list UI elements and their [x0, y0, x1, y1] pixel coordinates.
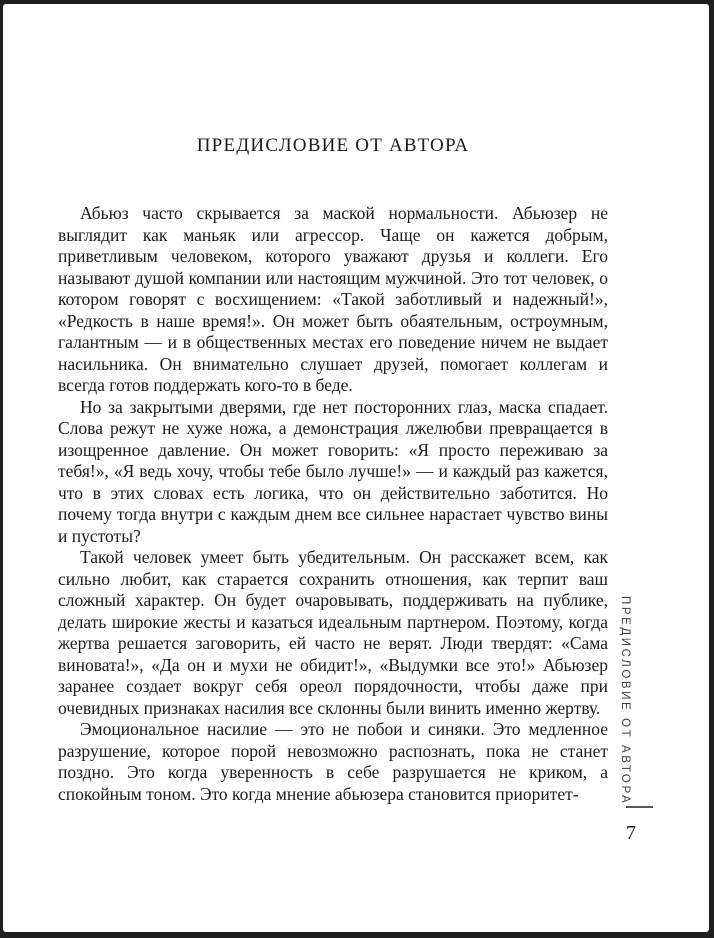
margin-chapter-label-vertical: ПРЕДИСЛОВИЕ ОТ АВТОРА [619, 596, 631, 806]
body-text [58, 203, 608, 805]
paragraph: Такой человек умеет быть убедительным. Он расскажет всем, как сильно любит, как старается сохранить отношения, как терпит ваш сложный характер. Он будет очаровывать, поддерживать на публике, делать широкие жесты и казаться идеальным партнером. Поэтому, когда жертва решается заговорить, ей часто не верят. Люди твердят: «Сама виновата!», «Да он и мухи не обидит!», «Выдумки все это!» Абьюзер заранее создает вокруг себя ореол порядочности, чтобы даже при очевидных признаках насилия все склонны были винить именно жертву. [58, 547, 608, 718]
page [3, 4, 709, 932]
paragraph: Но за закрытыми дверями, где нет посторонних глаз, маска спадает. Слова режут не хуже ножа, а демонстрация лжелюбви превращается в изощренное давление. Он может говорить: «Я просто переживаю за тебя!», «Я ведь хочу, чтобы тебе было лучше!» — и каждый раз кажется, что в этих словах есть логика, что он действительно заботится. Но почему тогда внутри с каждым днем все сильнее нарастает чувство вины и пустоты? [58, 396, 608, 546]
margin-rule [626, 806, 653, 808]
paragraph: Эмоциональное насилие — это не побои и синяки. Это медленное разрушение, которое порой невозможно распознать, пока не станет поздно. Это когда уверенность в себе разрушается не криком, а спокойным тоном. Это когда мнение абьюзера становится приоритет- [58, 719, 608, 804]
page-number: 7 [626, 822, 636, 844]
chapter-title: ПРЕДИСЛОВИЕ ОТ АВТОРА [196, 134, 470, 156]
paragraph: Абьюз часто скрывается за маской нормальности. Абьюзер не выглядит как маньяк или агрессор. Чаще он кажется добрым, приветливым человеком, которого уважают друзья и коллеги. Его называют душой компании или настоящим мужчиной. Это тот человек, о котором говорят с восхищением: «Такой заботливый и надежный!», «Редкость в наше время!». Он может быть обаятельным, остроумным, галантным — и в общественных местах его поведение ничем не выдает насильника. Он внимательно слушает друзей, помогает коллегам и всегда готов поддержать кого-то в беде. [58, 203, 608, 395]
